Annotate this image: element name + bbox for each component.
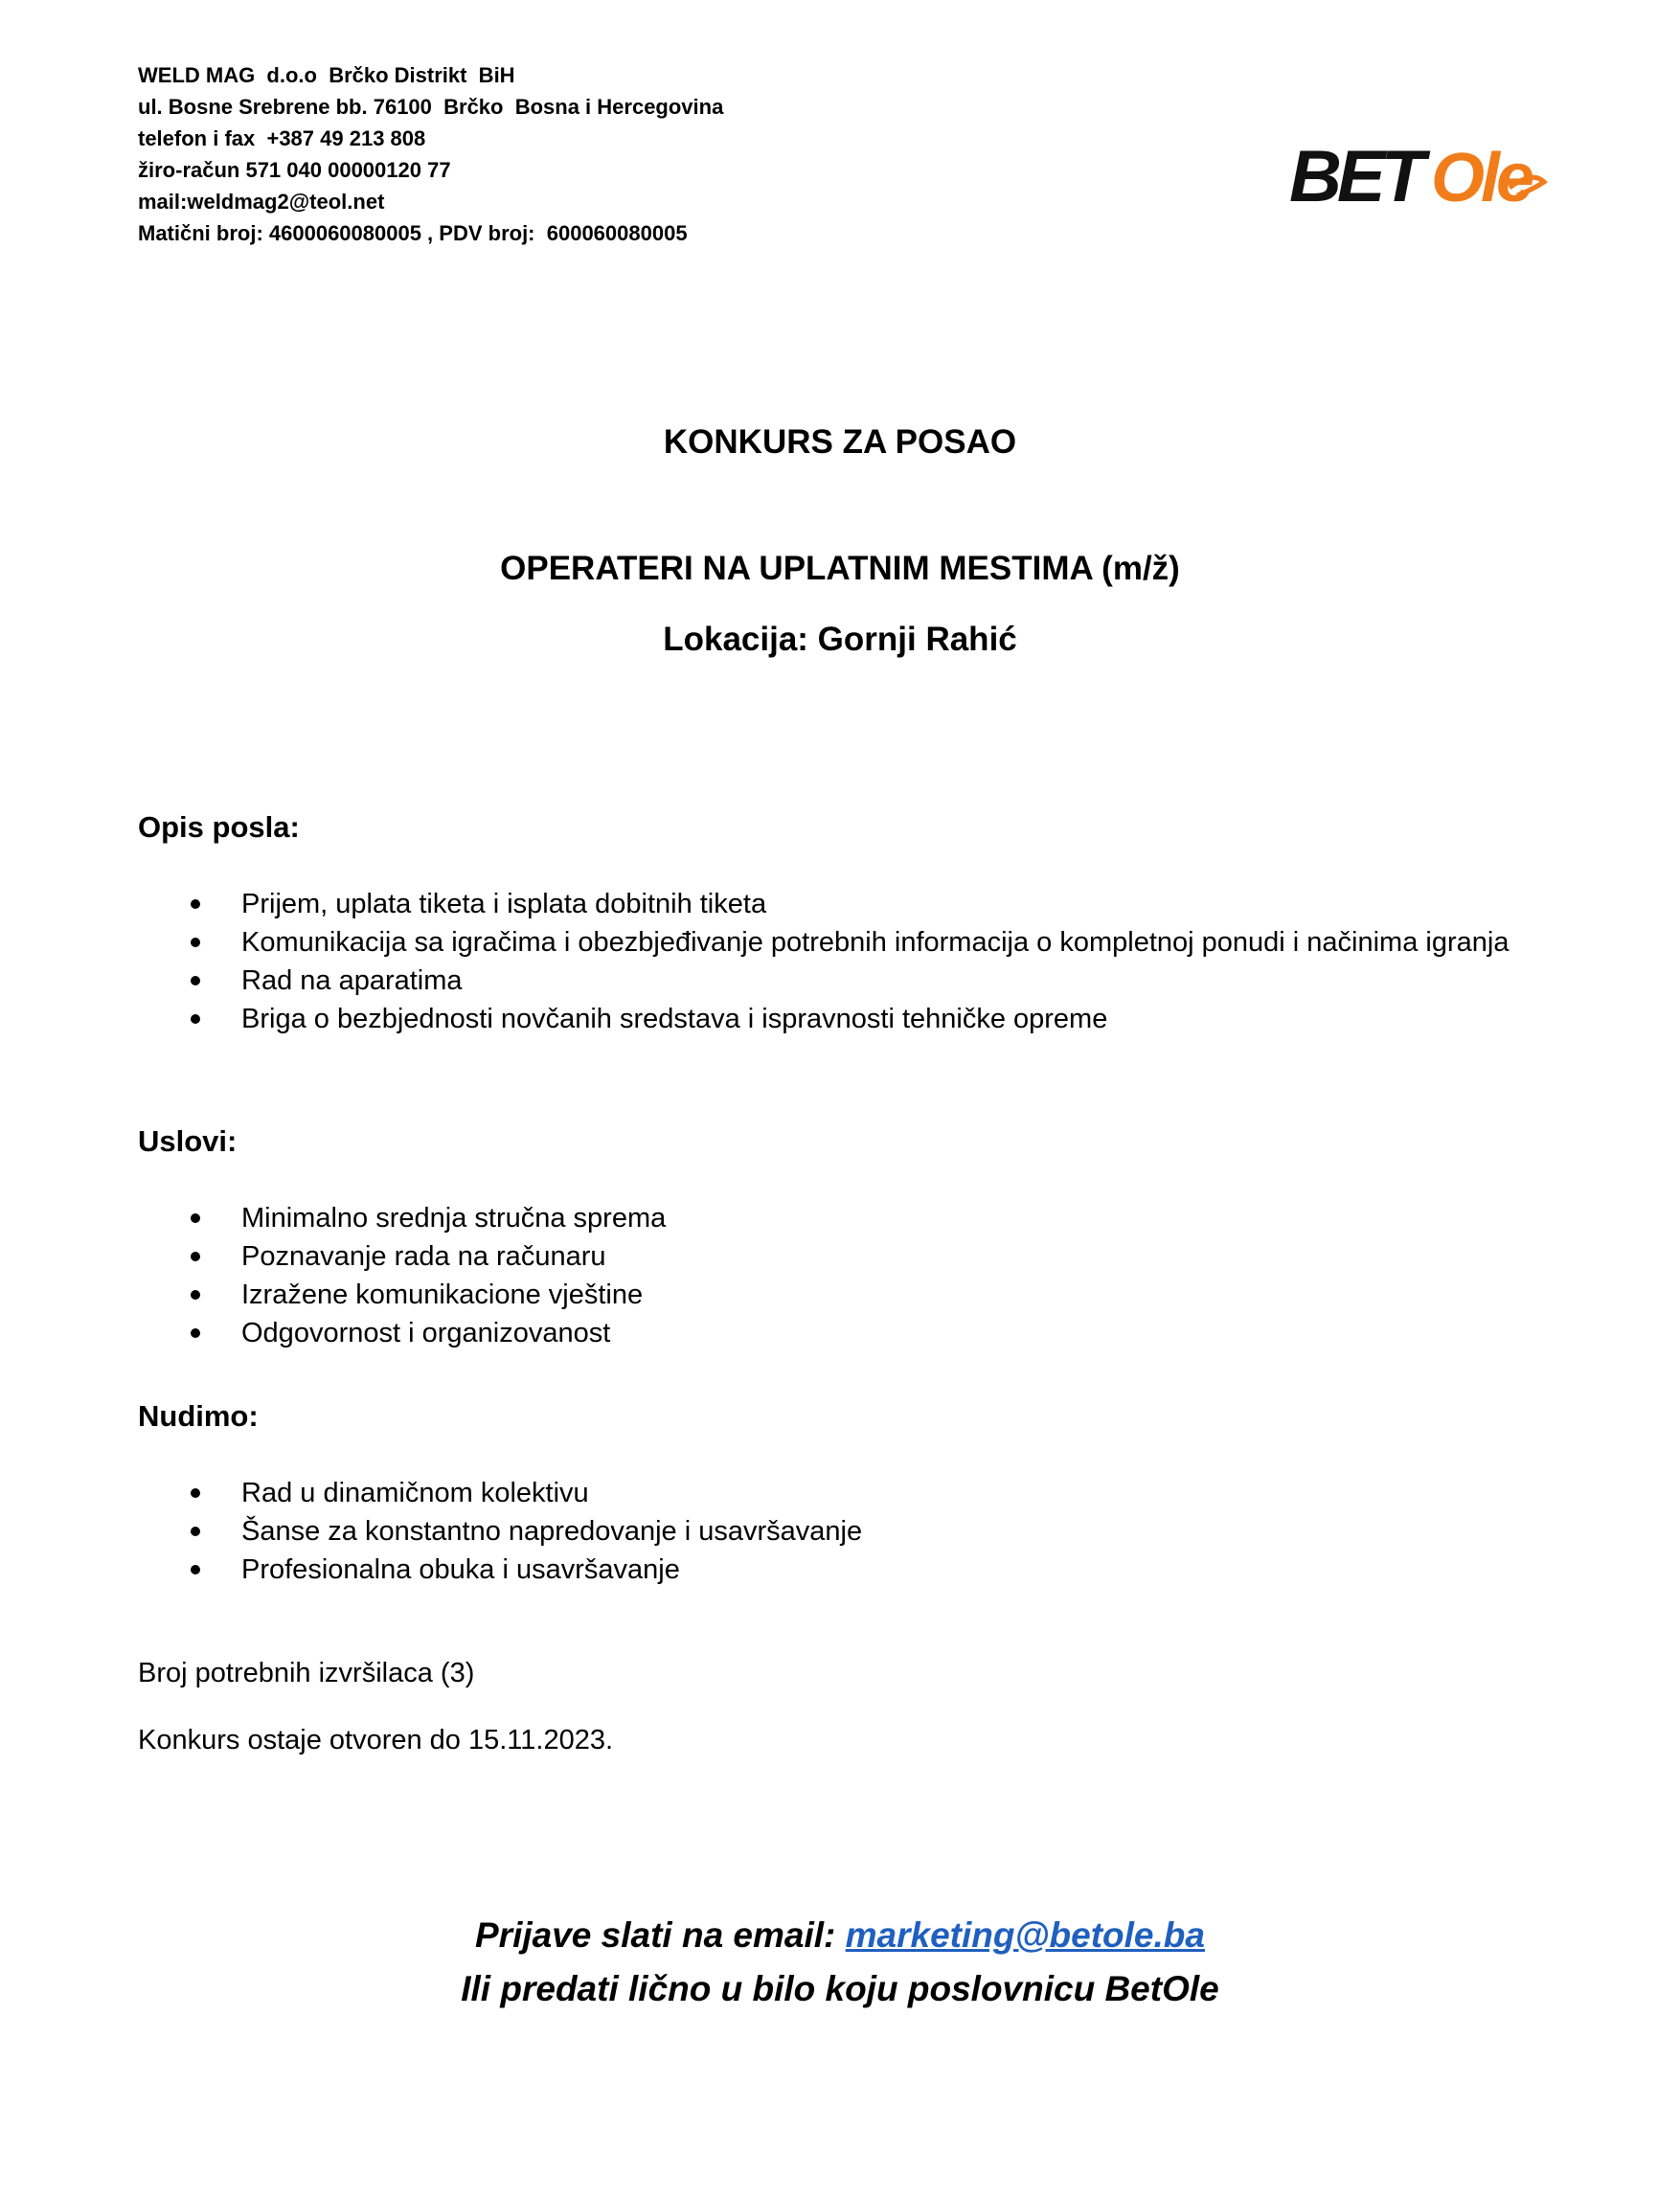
company-registration: Matični broj: 4600060080005 , PDV broj: 600060080005 — [138, 221, 688, 245]
email-link[interactable]: marketing@betole.ba — [845, 1915, 1205, 1955]
bullet-icon — [191, 1213, 200, 1223]
application-instructions — [0, 1909, 1680, 1961]
page-title: KONKURS ZA POSAO — [663, 423, 1017, 461]
list-item: Profesionalna obuka i usavršavanje — [138, 1551, 1575, 1589]
list-item: Prijem, uplata tiketa i isplata dobitnih tiketa — [138, 885, 1575, 923]
list-item: Poznavanje rada na računaru — [138, 1237, 1575, 1276]
job-description-list — [138, 885, 1575, 1038]
company-address: ul. Bosne Srebrene bb. 76100 Brčko Bosna i Hercegovina — [138, 95, 724, 119]
section-requirements — [138, 1122, 1575, 1352]
company-info — [138, 59, 723, 249]
positions-count: Broj potrebnih izvršilaca (3) — [138, 1658, 475, 1688]
section-heading-uslovi: Uslovi: — [138, 1124, 238, 1158]
position-title: OPERATERI NA UPLATNIM MESTIMA (m/ž) — [500, 550, 1180, 587]
company-phone: telefon i fax +387 49 213 808 — [138, 126, 426, 150]
bullet-icon — [191, 1488, 200, 1498]
list-item: Izražene komunikacione vještine — [138, 1276, 1575, 1314]
bullet-icon — [191, 1527, 200, 1536]
bullet-icon — [191, 1014, 200, 1024]
list-item: Odgovornost i organizovanost — [138, 1314, 1575, 1352]
betole-logo — [1287, 132, 1555, 218]
section-heading-opis: Opis posla: — [138, 810, 300, 844]
list-item: Briga o bezbjednosti novčanih sredstava i ispravnosti tehničke opreme — [138, 1000, 1575, 1038]
section-heading-nudimo: Nudimo: — [138, 1399, 259, 1433]
bullet-icon — [191, 1252, 200, 1261]
list-item: Komunikacija sa igračima i obezbjeđivanje potrebnih informacija o kompletnoj ponudi i načinima igranja — [138, 923, 1575, 962]
list-item: Rad u dinamičnom kolektivu — [138, 1474, 1575, 1512]
bullet-icon — [191, 938, 200, 947]
offer-list — [138, 1474, 1575, 1589]
list-item: Rad na aparatima — [138, 962, 1575, 1000]
bullet-icon — [191, 1290, 200, 1300]
company-bank-account: žiro-račun 571 040 00000120 77 — [138, 158, 451, 182]
list-item: Minimalno srednja stručna sprema — [138, 1199, 1575, 1237]
list-item: Šanse za konstantno napredovanje i usavršavanje — [138, 1512, 1575, 1551]
application-prefix: Prijave slati na email: — [475, 1915, 846, 1955]
section-offer — [138, 1397, 1575, 1589]
bullet-icon — [191, 1328, 200, 1338]
bullet-icon — [191, 976, 200, 985]
logo-text-accent: Ole — [1431, 140, 1532, 216]
logo-text-dark: BET — [1289, 136, 1420, 217]
deadline-text: Konkurs ostaje otvoren do 15.11.2023. — [138, 1725, 614, 1755]
bullet-icon — [191, 899, 200, 909]
location-title: Lokacija: Gornji Rahić — [663, 621, 1017, 658]
in-person-instructions: Ili predati lično u bilo koju poslovnicu BetOle — [461, 1969, 1219, 2008]
section-job-description — [138, 808, 1575, 1038]
company-email: mail:weldmag2@teol.net — [138, 190, 385, 214]
company-name: WELD MAG d.o.o Brčko Distrikt BiH — [138, 63, 515, 87]
requirements-list — [138, 1199, 1575, 1352]
bullet-icon — [191, 1565, 200, 1574]
